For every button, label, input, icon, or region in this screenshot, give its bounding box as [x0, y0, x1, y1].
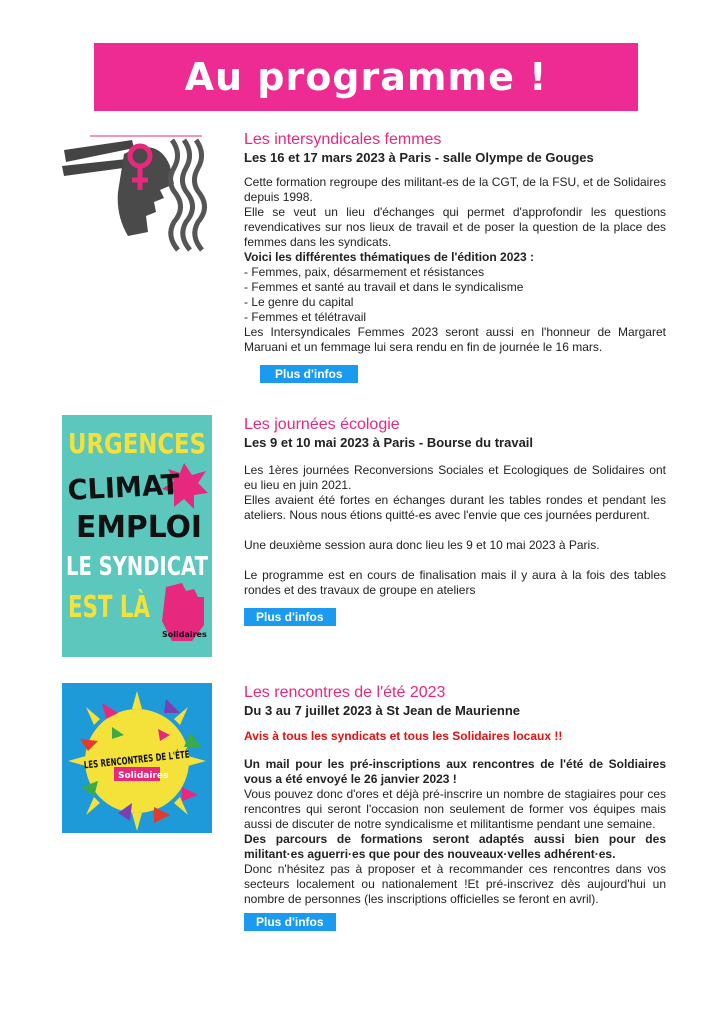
- theme-item: - Femmes, paix, désarmement et résistances: [244, 265, 485, 279]
- bold-paragraph: Des parcours de formations seront adaptés aussi bien pour des militant·es aguerri·es que pour des nouveaux·velles adhérent·es.: [244, 832, 666, 861]
- banner-title: Au programme !: [184, 55, 548, 99]
- section-intersyndicales: [62, 130, 672, 390]
- paragraph: Une deuxième session aura donc lieu les 9 et 10 mai 2023 à Paris.: [244, 538, 600, 552]
- paragraph: Elle se veut un lieu d'échanges qui permet d'approfondir les questions revendicatives sur nos lieux de travail et de poser la question de la place des femmes dans les syndicats.: [244, 205, 666, 249]
- section-ecologie: [62, 415, 672, 665]
- rencontres-ete-poster: [62, 683, 236, 833]
- program-banner: [94, 43, 638, 111]
- section-subtitle: Du 3 au 7 juillet 2023 à St Jean de Maurienne: [244, 703, 520, 718]
- paragraph: Donc n'hésitez pas à proposer et à recommander ces rencontres dans vos secteurs localement ou nationalement !Et pré-inscrivez dès aujourd'hui un nombre de personnes (les inscriptions officielles se feront en avril).: [244, 862, 666, 906]
- poster-logo: Solidaires: [162, 630, 207, 639]
- poster-line: URGENCES: [68, 427, 206, 460]
- urgences-climat-poster: [62, 415, 212, 657]
- themes-heading: Voici les différentes thématiques de l'édition 2023 :: [244, 250, 535, 264]
- paragraph: Cette formation regroupe des militant-es de la CGT, de la FSU, et de Solidaires depuis 1998.: [244, 175, 666, 204]
- paragraph: Elles avaient été fortes en échanges durant les tables rondes et pendant les ateliers. Nous nous étions quitté-es avec l'envie que ces journées perdurent.: [244, 493, 666, 522]
- section-rencontres: [62, 683, 672, 973]
- more-info-button[interactable]: Plus d'infos: [244, 608, 336, 626]
- section-content: [244, 683, 666, 931]
- poster-line: LE SYNDICAT: [66, 552, 209, 582]
- paragraph: Les 1ères journées Reconversions Sociales et Ecologiques de Solidaires ont eu lieu en juin 2021.: [244, 463, 666, 492]
- theme-item: - Femmes et télétravail: [244, 310, 367, 324]
- feminist-profile-icon: [62, 132, 212, 252]
- section-content: [244, 415, 666, 626]
- more-info-button[interactable]: Plus d'infos: [260, 365, 358, 383]
- theme-item: - Le genre du capital: [244, 295, 354, 309]
- paragraph: Vous pouvez donc d'ores et déjà pré-inscrire un nombre de stagiaires pour ces rencontres qui seront l'occasion non seulement de former vos équipes mais aussi de discuter de notre syndicalisme et militantisme pendant une semaine.: [244, 787, 666, 831]
- section-title: Les rencontres de l'été 2023: [244, 684, 446, 701]
- paragraph: Le programme est en cours de finalisation mais il y aura à la fois des tables rondes et des travaux de groupe en ateliers: [244, 568, 666, 597]
- poster-title: LES RENCONTRES DE L'ÉTÉ: [83, 744, 236, 772]
- theme-item: - Femmes et santé au travail et dans le syndicalisme: [244, 280, 524, 294]
- section-content: [244, 130, 666, 383]
- poster-line: CLIMAT: [66, 467, 184, 507]
- section-subtitle: Les 9 et 10 mai 2023 à Paris - Bourse du travail: [244, 435, 534, 450]
- paragraph: Les Intersyndicales Femmes 2023 seront aussi en l'honneur de Margaret Maruani et un femmage lui sera rendu en fin de journée le 16 mars.: [244, 325, 666, 354]
- section-title: Les intersyndicales femmes: [244, 131, 442, 148]
- section-subtitle: Les 16 et 17 mars 2023 à Paris - salle Olympe de Gouges: [244, 150, 594, 165]
- section-title: Les journées écologie: [244, 416, 400, 433]
- more-info-button[interactable]: Plus d'infos: [244, 913, 336, 931]
- bold-intro: Un mail pour les pré-inscriptions aux rencontres de l'été de Soldiaires vous a été envoyé le 26 janvier 2023 !: [244, 757, 666, 786]
- alert-text: Avis à tous les syndicats et tous les Solidaires locaux !!: [244, 729, 563, 743]
- poster-logo: Solidaires: [118, 771, 169, 781]
- poster-line: EMPLOI: [76, 510, 202, 545]
- poster-line: EST LÀ: [68, 590, 184, 625]
